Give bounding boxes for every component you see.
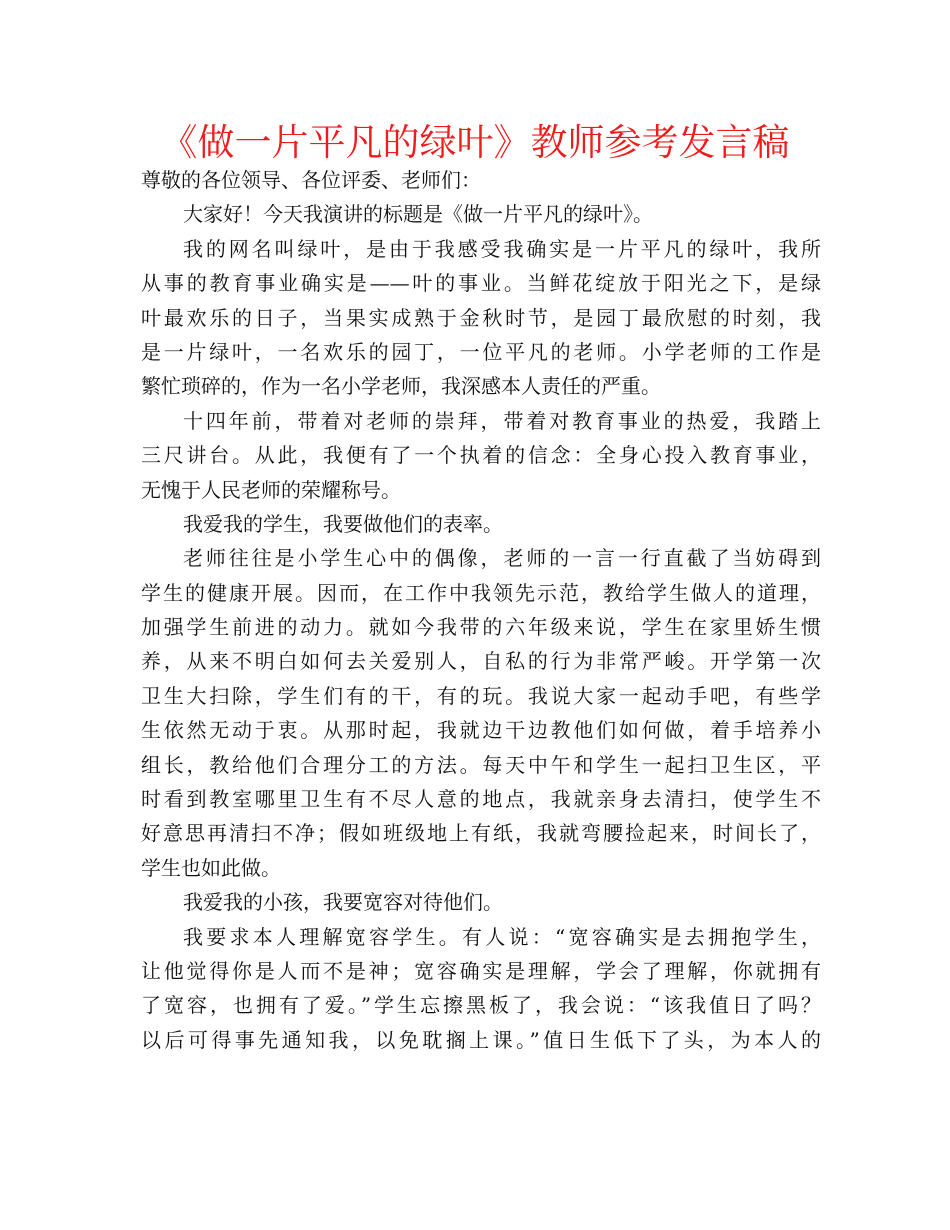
paragraph-line: 叶最欢乐的日子，当果实成熟于金秋时节，是园丁最欣慰的时刻，我 — [141, 305, 821, 330]
paragraph-line: 老师往往是小学生心中的偶像，老师的一言一行直截了当妨碍到 — [183, 546, 821, 571]
paragraph-line: 我要求本人理解宽容学生。有人说：“宽容确实是去拥抱学生， — [183, 924, 821, 949]
paragraph-line: 好意思再清扫不净；假如班级地上有纸，我就弯腰捡起来，时间长了， — [141, 821, 821, 846]
paragraph-line: 以后可得事先通知我，以免耽搁上课。”值日生低下了头，为本人的 — [141, 1027, 821, 1052]
paragraph-line: 十四年前，带着对老师的崇拜，带着对教育事业的热爱，我踏上 — [183, 408, 821, 433]
paragraph-line: 我爱我的学生，我要做他们的表率。 — [183, 511, 503, 536]
paragraph-line: 学生也如此做。 — [141, 855, 281, 880]
paragraph-line: 卫生大扫除，学生们有的干，有的玩。我说大家一起动手吧，有些学 — [141, 683, 821, 708]
paragraph-line: 我的网名叫绿叶，是由于我感受我确实是一片平凡的绿叶，我所 — [183, 236, 821, 261]
paragraph-line: 我爱我的小孩，我要宽容对待他们。 — [183, 890, 503, 915]
salutation-line: 尊敬的各位领导、各位评委、老师们： — [141, 168, 481, 192]
paragraph-line: 从事的教育事业确实是——叶的事业。当鲜花绽放于阳光之下，是绿 — [141, 271, 821, 296]
paragraph-line: 加强学生前进的动力。就如今我带的六年级来说，学生在家里娇生惯 — [141, 615, 821, 640]
paragraph-line: 学生的健康开展。因而，在工作中我领先示范，教给学生做人的道理， — [141, 580, 821, 605]
paragraph-line: 让他觉得你是人而不是神；宽容确实是理解，学会了理解，你就拥有 — [141, 958, 821, 983]
paragraph-line: 生依然无动于衷。从那时起，我就边干边教他们如何做，着手培养小 — [141, 718, 821, 743]
document-title: 《做一片平凡的绿叶》教师参考发言稿 — [160, 121, 790, 164]
paragraph-line: 繁忙琐碎的，作为一名小学老师，我深感本人责任的严重。 — [141, 374, 661, 399]
document-body — [141, 163, 821, 1057]
paragraph-line: 大家好！今天我演讲的标题是《做一片平凡的绿叶》。 — [183, 202, 653, 227]
paragraph-line: 时看到教室哪里卫生有不尽人意的地点，我就亲身去清扫，使学生不 — [141, 787, 821, 812]
paragraph-line: 是一片绿叶，一名欢乐的园丁，一位平凡的老师。小学老师的工作是 — [141, 339, 821, 364]
paragraph-line: 无愧于人民老师的荣耀称号。 — [141, 477, 401, 502]
paragraph-line: 三尺讲台。从此，我便有了一个执着的信念：全身心投入教育事业， — [141, 443, 821, 468]
paragraph-line: 组长，教给他们合理分工的方法。每天中午和学生一起扫卫生区，平 — [141, 752, 821, 777]
paragraph-line: 养，从来不明白如何去关爱别人，自私的行为非常严峻。开学第一次 — [141, 649, 821, 674]
paragraph-line: 了宽容，也拥有了爱。”学生忘擦黑板了，我会说：“该我值日了吗？ — [141, 993, 821, 1018]
